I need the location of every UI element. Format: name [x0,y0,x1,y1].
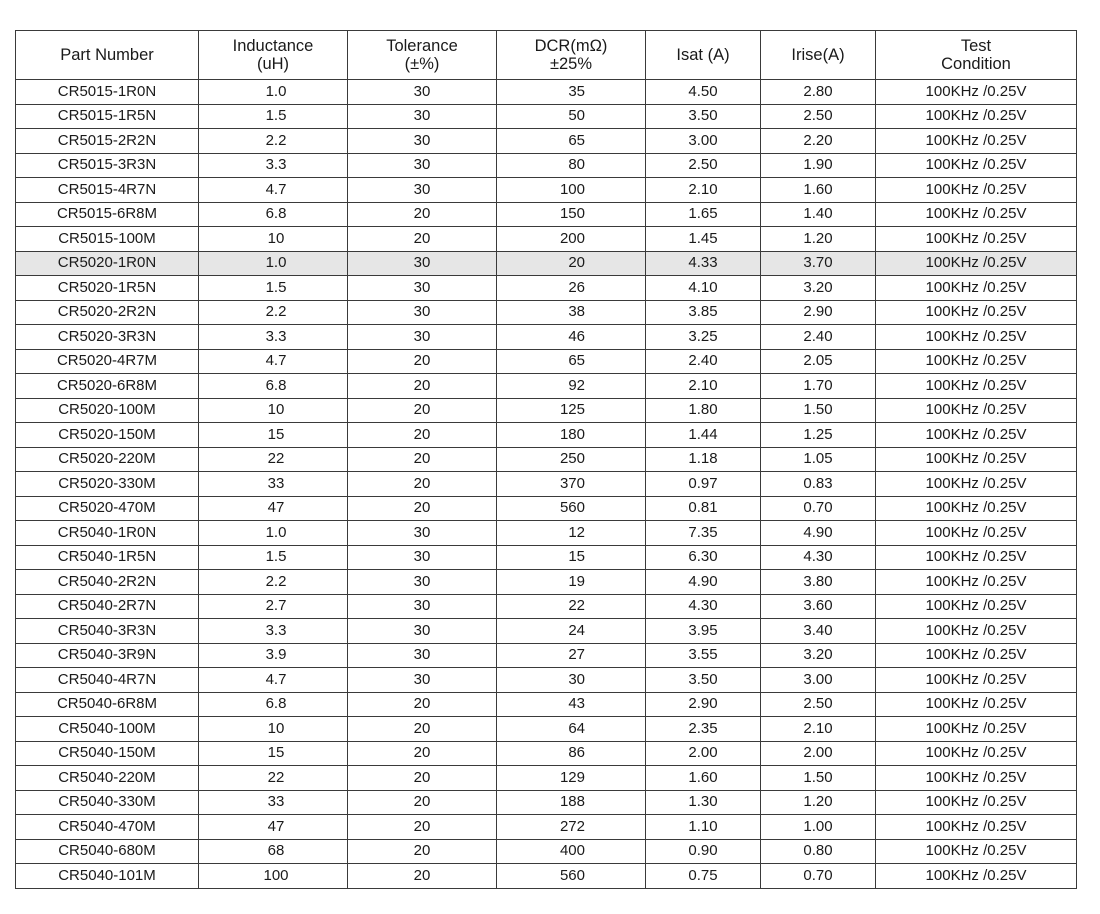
dcr-cell: 43 [497,692,646,717]
tolerance-cell: 20 [348,472,497,497]
dcr-cell: 370 [497,472,646,497]
header-line: Part Number [60,46,154,64]
table-row [16,276,1077,301]
header-test-condition [876,31,1077,80]
dcr-cell: 250 [497,447,646,472]
table-row [16,349,1077,374]
part-number-cell: CR5040-3R3N [16,619,199,644]
header-part-number [16,31,199,80]
isat-cell: 3.50 [646,668,761,693]
isat-cell: 1.65 [646,202,761,227]
irise-cell: 1.60 [761,178,876,203]
isat-cell: 0.90 [646,839,761,864]
tolerance-cell: 20 [348,790,497,815]
table-row [16,643,1077,668]
table-row [16,80,1077,105]
part-number-cell: CR5020-1R0N [16,251,199,276]
tolerance-cell: 30 [348,668,497,693]
dcr-cell: 180 [497,423,646,448]
inductance-cell: 2.2 [199,129,348,154]
isat-cell: 1.10 [646,815,761,840]
table-row [16,741,1077,766]
table-row [16,129,1077,154]
isat-cell: 4.10 [646,276,761,301]
header-line: Isat (A) [676,46,730,64]
tolerance-cell: 30 [348,619,497,644]
isat-cell: 0.81 [646,496,761,521]
test-condition-cell: 100KHz /0.25V [876,374,1077,399]
isat-cell: 4.30 [646,594,761,619]
part-number-cell: CR5015-4R7N [16,178,199,203]
irise-cell: 2.50 [761,692,876,717]
test-condition-cell: 100KHz /0.25V [876,104,1077,129]
test-condition-cell: 100KHz /0.25V [876,472,1077,497]
test-condition-cell: 100KHz /0.25V [876,300,1077,325]
isat-cell: 1.30 [646,790,761,815]
dcr-cell: 20 [497,251,646,276]
part-number-cell: CR5015-2R2N [16,129,199,154]
isat-cell: 2.40 [646,349,761,374]
tolerance-cell: 30 [348,104,497,129]
dcr-cell: 38 [497,300,646,325]
isat-cell: 3.95 [646,619,761,644]
tolerance-cell: 20 [348,227,497,252]
irise-cell: 0.83 [761,472,876,497]
table-row [16,325,1077,350]
irise-cell: 3.80 [761,570,876,595]
part-number-cell: CR5020-150M [16,423,199,448]
irise-cell: 2.10 [761,717,876,742]
inductance-cell: 1.5 [199,104,348,129]
inductance-cell: 3.9 [199,643,348,668]
irise-cell: 2.50 [761,104,876,129]
dcr-cell: 24 [497,619,646,644]
header-isat [646,31,761,80]
irise-cell: 3.00 [761,668,876,693]
isat-cell: 0.97 [646,472,761,497]
test-condition-cell: 100KHz /0.25V [876,717,1077,742]
part-number-cell: CR5040-100M [16,717,199,742]
tolerance-cell: 30 [348,178,497,203]
dcr-cell: 80 [497,153,646,178]
tolerance-cell: 20 [348,815,497,840]
part-number-cell: CR5020-1R5N [16,276,199,301]
test-condition-cell: 100KHz /0.25V [876,692,1077,717]
test-condition-cell: 100KHz /0.25V [876,202,1077,227]
tolerance-cell: 30 [348,251,497,276]
irise-cell: 2.20 [761,129,876,154]
isat-cell: 2.35 [646,717,761,742]
test-condition-cell: 100KHz /0.25V [876,325,1077,350]
part-number-cell: CR5015-1R5N [16,104,199,129]
dcr-cell: 65 [497,349,646,374]
part-number-cell: CR5040-4R7N [16,668,199,693]
table-row [16,668,1077,693]
inductance-cell: 4.7 [199,668,348,693]
inductance-cell: 3.3 [199,153,348,178]
isat-cell: 0.75 [646,864,761,889]
tolerance-cell: 30 [348,594,497,619]
test-condition-cell: 100KHz /0.25V [876,276,1077,301]
inductance-cell: 1.0 [199,521,348,546]
header-line: (uH) [256,55,290,73]
test-condition-cell: 100KHz /0.25V [876,227,1077,252]
inductance-cell: 47 [199,496,348,521]
irise-cell: 2.80 [761,80,876,105]
part-number-cell: CR5040-2R7N [16,594,199,619]
tolerance-cell: 20 [348,202,497,227]
header-inductance [199,31,348,80]
part-number-cell: CR5020-330M [16,472,199,497]
dcr-cell: 19 [497,570,646,595]
isat-cell: 2.50 [646,153,761,178]
table-row [16,692,1077,717]
part-number-cell: CR5040-1R5N [16,545,199,570]
irise-cell: 1.90 [761,153,876,178]
part-number-cell: CR5020-100M [16,398,199,423]
tolerance-cell: 20 [348,766,497,791]
irise-cell: 1.05 [761,447,876,472]
irise-cell: 0.80 [761,839,876,864]
table-row [16,178,1077,203]
table-row [16,521,1077,546]
dcr-cell: 46 [497,325,646,350]
table-row [16,815,1077,840]
isat-cell: 4.90 [646,570,761,595]
dcr-cell: 65 [497,129,646,154]
irise-cell: 1.00 [761,815,876,840]
table-row [16,864,1077,889]
isat-cell: 1.18 [646,447,761,472]
tolerance-cell: 20 [348,374,497,399]
dcr-cell: 200 [497,227,646,252]
test-condition-cell: 100KHz /0.25V [876,594,1077,619]
isat-cell: 3.25 [646,325,761,350]
irise-cell: 2.90 [761,300,876,325]
part-number-cell: CR5040-150M [16,741,199,766]
tolerance-cell: 20 [348,398,497,423]
inductance-cell: 10 [199,398,348,423]
part-number-cell: CR5040-470M [16,815,199,840]
header-line: ±25% [549,55,593,73]
tolerance-cell: 30 [348,643,497,668]
dcr-cell: 50 [497,104,646,129]
dcr-cell: 27 [497,643,646,668]
tolerance-cell: 20 [348,839,497,864]
test-condition-cell: 100KHz /0.25V [876,619,1077,644]
irise-cell: 3.20 [761,276,876,301]
inductance-cell: 10 [199,717,348,742]
header-line: (±%) [404,55,440,73]
inductance-cell: 6.8 [199,202,348,227]
table-row [16,839,1077,864]
inductance-cell: 22 [199,447,348,472]
part-number-cell: CR5015-1R0N [16,80,199,105]
table-row [16,251,1077,276]
test-condition-cell: 100KHz /0.25V [876,447,1077,472]
inductance-cell: 1.0 [199,251,348,276]
test-condition-cell: 100KHz /0.25V [876,178,1077,203]
inductance-cell: 1.0 [199,80,348,105]
tolerance-cell: 20 [348,349,497,374]
dcr-cell: 560 [497,496,646,521]
header-line: Tolerance [386,37,458,55]
inductance-cell: 22 [199,766,348,791]
tolerance-cell: 30 [348,129,497,154]
irise-cell: 1.20 [761,790,876,815]
part-number-cell: CR5020-2R2N [16,300,199,325]
header-line: Test [960,37,992,55]
test-condition-cell: 100KHz /0.25V [876,790,1077,815]
test-condition-cell: 100KHz /0.25V [876,839,1077,864]
tolerance-cell: 20 [348,717,497,742]
header-tolerance [348,31,497,80]
dcr-cell: 272 [497,815,646,840]
isat-cell: 1.44 [646,423,761,448]
inductance-cell: 2.7 [199,594,348,619]
dcr-cell: 125 [497,398,646,423]
inductance-cell: 33 [199,472,348,497]
inductance-cell: 6.8 [199,374,348,399]
part-number-cell: CR5020-220M [16,447,199,472]
isat-cell: 4.50 [646,80,761,105]
table-row [16,570,1077,595]
part-number-cell: CR5040-6R8M [16,692,199,717]
tolerance-cell: 20 [348,496,497,521]
tolerance-cell: 20 [348,741,497,766]
header-irise [761,31,876,80]
test-condition-cell: 100KHz /0.25V [876,129,1077,154]
dcr-cell: 30 [497,668,646,693]
irise-cell: 2.05 [761,349,876,374]
inductance-cell: 10 [199,227,348,252]
tolerance-cell: 20 [348,692,497,717]
part-number-cell: CR5040-101M [16,864,199,889]
inductance-cell: 3.3 [199,619,348,644]
part-number-cell: CR5020-470M [16,496,199,521]
table-row [16,423,1077,448]
irise-cell: 3.60 [761,594,876,619]
dcr-cell: 86 [497,741,646,766]
part-number-cell: CR5040-680M [16,839,199,864]
table-row [16,545,1077,570]
inductance-cell: 1.5 [199,545,348,570]
dcr-cell: 100 [497,178,646,203]
dcr-cell: 64 [497,717,646,742]
isat-cell: 6.30 [646,545,761,570]
dcr-cell: 188 [497,790,646,815]
test-condition-cell: 100KHz /0.25V [876,545,1077,570]
header-line: Irise(A) [791,46,845,64]
tolerance-cell: 30 [348,325,497,350]
test-condition-cell: 100KHz /0.25V [876,864,1077,889]
irise-cell: 0.70 [761,864,876,889]
isat-cell: 3.50 [646,104,761,129]
inductance-cell: 2.2 [199,570,348,595]
tolerance-cell: 20 [348,447,497,472]
irise-cell: 1.70 [761,374,876,399]
irise-cell: 1.40 [761,202,876,227]
irise-cell: 3.20 [761,643,876,668]
isat-cell: 3.55 [646,643,761,668]
part-number-cell: CR5020-6R8M [16,374,199,399]
part-number-cell: CR5015-100M [16,227,199,252]
table-row [16,766,1077,791]
test-condition-cell: 100KHz /0.25V [876,423,1077,448]
table-row [16,619,1077,644]
inductance-cell: 100 [199,864,348,889]
isat-cell: 3.00 [646,129,761,154]
header-line: Condition [941,55,1011,73]
part-number-cell: CR5020-4R7M [16,349,199,374]
test-condition-cell: 100KHz /0.25V [876,349,1077,374]
table-row [16,374,1077,399]
table-row [16,717,1077,742]
table-row [16,300,1077,325]
part-number-cell: CR5040-2R2N [16,570,199,595]
dcr-cell: 35 [497,80,646,105]
table-row [16,594,1077,619]
inductance-cell: 4.7 [199,178,348,203]
irise-cell: 1.50 [761,398,876,423]
part-number-cell: CR5015-3R3N [16,153,199,178]
inductance-cell: 6.8 [199,692,348,717]
inductor-spec-table [15,30,1077,889]
irise-cell: 0.70 [761,496,876,521]
isat-cell: 3.85 [646,300,761,325]
test-condition-cell: 100KHz /0.25V [876,741,1077,766]
irise-cell: 2.40 [761,325,876,350]
isat-cell: 1.80 [646,398,761,423]
inductance-cell: 68 [199,839,348,864]
test-condition-cell: 100KHz /0.25V [876,668,1077,693]
inductance-cell: 47 [199,815,348,840]
part-number-cell: CR5040-1R0N [16,521,199,546]
tolerance-cell: 30 [348,276,497,301]
tolerance-cell: 30 [348,545,497,570]
isat-cell: 2.10 [646,374,761,399]
dcr-cell: 150 [497,202,646,227]
tolerance-cell: 20 [348,423,497,448]
tolerance-cell: 30 [348,521,497,546]
inductance-cell: 3.3 [199,325,348,350]
irise-cell: 2.00 [761,741,876,766]
isat-cell: 2.00 [646,741,761,766]
table-row [16,790,1077,815]
part-number-cell: CR5040-330M [16,790,199,815]
dcr-cell: 400 [497,839,646,864]
dcr-cell: 129 [497,766,646,791]
part-number-cell: CR5040-220M [16,766,199,791]
test-condition-cell: 100KHz /0.25V [876,153,1077,178]
test-condition-cell: 100KHz /0.25V [876,766,1077,791]
test-condition-cell: 100KHz /0.25V [876,570,1077,595]
inductance-cell: 2.2 [199,300,348,325]
header-line: DCR(mΩ) [534,37,608,55]
tolerance-cell: 30 [348,80,497,105]
irise-cell: 1.25 [761,423,876,448]
irise-cell: 4.90 [761,521,876,546]
tolerance-cell: 20 [348,864,497,889]
table-row [16,202,1077,227]
inductance-cell: 33 [199,790,348,815]
inductance-cell: 4.7 [199,349,348,374]
part-number-cell: CR5040-3R9N [16,643,199,668]
tolerance-cell: 30 [348,570,497,595]
inductance-cell: 15 [199,741,348,766]
part-number-cell: CR5020-3R3N [16,325,199,350]
test-condition-cell: 100KHz /0.25V [876,815,1077,840]
irise-cell: 3.40 [761,619,876,644]
dcr-cell: 92 [497,374,646,399]
dcr-cell: 560 [497,864,646,889]
header-line: Inductance [232,37,314,55]
test-condition-cell: 100KHz /0.25V [876,643,1077,668]
irise-cell: 1.50 [761,766,876,791]
irise-cell: 4.30 [761,545,876,570]
table-body [16,80,1077,889]
header-row [16,31,1077,80]
test-condition-cell: 100KHz /0.25V [876,398,1077,423]
dcr-cell: 12 [497,521,646,546]
part-number-cell: CR5015-6R8M [16,202,199,227]
tolerance-cell: 30 [348,153,497,178]
isat-cell: 1.45 [646,227,761,252]
tolerance-cell: 30 [348,300,497,325]
inductance-cell: 1.5 [199,276,348,301]
test-condition-cell: 100KHz /0.25V [876,496,1077,521]
dcr-cell: 22 [497,594,646,619]
isat-cell: 2.10 [646,178,761,203]
irise-cell: 3.70 [761,251,876,276]
test-condition-cell: 100KHz /0.25V [876,80,1077,105]
inductance-cell: 15 [199,423,348,448]
irise-cell: 1.20 [761,227,876,252]
header-dcr [497,31,646,80]
table-row [16,447,1077,472]
table-row [16,104,1077,129]
isat-cell: 2.90 [646,692,761,717]
isat-cell: 4.33 [646,251,761,276]
table-row [16,398,1077,423]
table-row [16,153,1077,178]
test-condition-cell: 100KHz /0.25V [876,251,1077,276]
dcr-cell: 26 [497,276,646,301]
dcr-cell: 15 [497,545,646,570]
test-condition-cell: 100KHz /0.25V [876,521,1077,546]
table-row [16,472,1077,497]
table-row [16,496,1077,521]
isat-cell: 7.35 [646,521,761,546]
table-row [16,227,1077,252]
isat-cell: 1.60 [646,766,761,791]
table-header [16,31,1077,80]
